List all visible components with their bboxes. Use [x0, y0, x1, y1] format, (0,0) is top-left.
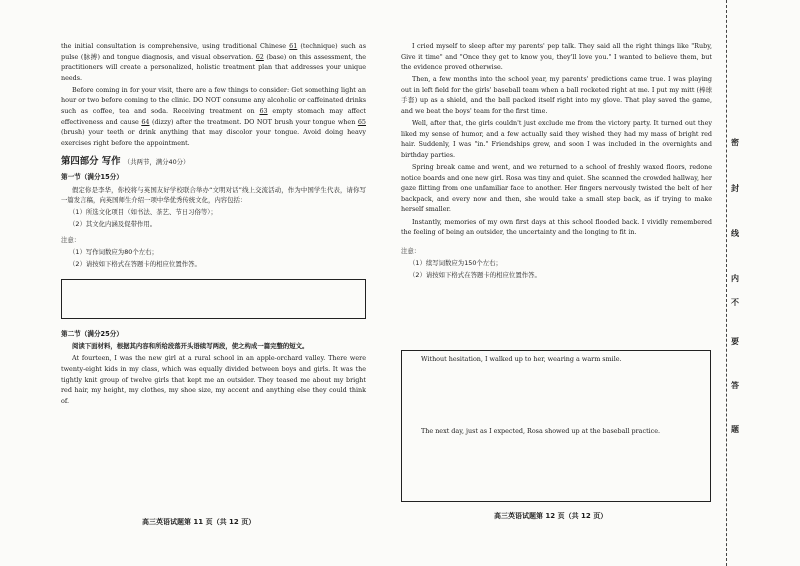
text-segment: (brush) your teeth or drink anything that may discolor your tongue. Avoid doing heavy exercises right before the appointment. — [61, 128, 366, 147]
blank-62: 62 — [255, 52, 264, 61]
section1-prompt: 假定你是李华，你校将与英国友好学校联合举办“文明对话”线上交流活动，作为中国学生代表，请你写一篇发言稿，向英国师生介绍一项中华优秀传统文化，内容包括： — [61, 185, 366, 205]
blank-63: 63 — [259, 107, 268, 116]
part4-title: 第四部分 写作 — [61, 156, 121, 168]
section1-item-2: （2）其文化内涵及促带作用。 — [69, 220, 157, 229]
page-footer-11: 高三英语试题第 11 页（共 12 页） — [142, 518, 256, 526]
note2-item-1: （1）续写词数应为150个左右； — [409, 258, 502, 267]
part4-subtitle: （共两节，满分40分） — [123, 158, 190, 167]
seal-char: 密 — [731, 138, 739, 147]
seal-char: 内 — [731, 274, 739, 283]
story-paragraph-6: Instantly, memories of my own first days at this school flooded back. I vividly remembered the feeling of being an outsider, the uncertainty and the longing to fit in. — [401, 217, 712, 237]
seal-char: 不 — [731, 298, 739, 307]
page-footer-12: 高三英语试题第 12 页（共 12 页） — [494, 512, 608, 520]
right-column — [401, 41, 712, 282]
seal-char: 线 — [731, 229, 739, 238]
text-segment: empty stomach may affect effectiveness and cause — [61, 107, 366, 126]
text-segment: the initial consultation is comprehensive, using traditional Chinese — [61, 42, 290, 50]
seal-char: 封 — [731, 184, 739, 193]
text-segment: (base) on this assessment, the practitioners will create a personalized, holistic treatment plan that addresses your unique needs. — [61, 52, 366, 82]
text-segment: Before coming in for your visit, there are a few things to consider: Get something light an hour or two before coming to the clinic. DO NOT consume any alcoholic or caffeinated drinks such as coffee, tea and soda. Receiving treatment on — [61, 85, 366, 116]
left-column — [61, 41, 366, 408]
seal-char: 题 — [731, 425, 739, 434]
blank-65: 65 — [357, 117, 366, 126]
seal-char: 答 — [731, 381, 739, 390]
seal-char: 要 — [731, 337, 739, 346]
continuation-opening-1: Without hesitation, I walked up to her, wearing a warm smile. — [421, 355, 622, 363]
seal-line — [726, 0, 727, 566]
reading-paragraph-1 — [61, 41, 366, 83]
note2-item-2: （2）请按如下格式在答题卡的相应位置作答。 — [409, 270, 541, 279]
text-segment: (dizzy) after the treatment. DO NOT brush your tongue when — [149, 117, 358, 126]
section2-prompt: 阅读下面材料，根据其内容和所给段落开头语续写两段，使之构成一篇完整的短文。 — [72, 342, 309, 351]
section1-answer-box — [61, 279, 366, 319]
blank-61: 61 — [289, 42, 298, 50]
blank-64: 64 — [141, 117, 150, 126]
section2-title: 第二节（满分25分） — [61, 329, 123, 338]
continuation-answer-box — [401, 350, 711, 502]
story-paragraph-4: Well, after that, the girls couldn't just exclude me from the victory party. It turned out they liked my sense of humor, and a few actually said they wished they had my mass of bright red hair. Suddenly, I was "in." Friendships grew, and soon I was included in the overnights and birthday parties. — [401, 119, 712, 159]
note2-title: 注意： — [401, 246, 421, 255]
reading-paragraph-2 — [61, 85, 366, 149]
note1-item-1: （1）写作词数应为80个左右； — [69, 248, 158, 257]
story-paragraph-5: Spring break came and went, and we returned to a school of freshly waxed floors, redone notice boards and one new girl. Rosa was tiny and quiet. She scanned the crowded hallway, her gaze flitting from one unfamiliar face to another. Her fingers nervously twisted the belt of her backpack, and every now and then, she would take a small step back, as if trying to make herself smaller. — [401, 163, 712, 214]
note1-item-2: （2）请按如下格式在答题卡的相应位置作答。 — [69, 260, 201, 269]
story-paragraph-1: At fourteen, I was the new girl at a rural school in an apple-orchard valley. There were twenty-eight kids in my class, which was equally divided between boys and girls. It was the tightly knit group of twelve girls that kept me an outsider. They teased me about my bright red hair, my height, my clothes, my shoe size, my accent and anything else they could think of. — [61, 354, 366, 405]
story-paragraph-2: I cried myself to sleep after my parents' pep talk. They said all the right things like "Ruby, Give it time" and "Once they get to know you, they'll love you." I wanted to believe them, but the evidence proved otherwise. — [401, 42, 712, 72]
text-segment: (technique) such as pulse (脉搏) and tongue diagnosis, and visual observation. — [61, 42, 366, 61]
note1-title: 注意： — [61, 236, 81, 244]
section1-title: 第一节（满分15分） — [61, 173, 123, 182]
continuation-opening-2: The next day, just as I expected, Rosa showed up at the baseball practice. — [421, 427, 661, 435]
part4-heading — [61, 157, 366, 168]
section1-item-1: （1）所选文化项目（如书法、茶艺、节日习俗等）； — [69, 208, 217, 217]
story-paragraph-3: Then, a few months into the school year, my parents' predictions came true. I was playing out in left field for the girls' baseball team when a ball rocketed right at me. I put my mitt (棒球手套) up as a shield, and the ball packed itself right into my glove. That play saved the game, and we beat the boys' team for the first time. — [401, 75, 712, 116]
